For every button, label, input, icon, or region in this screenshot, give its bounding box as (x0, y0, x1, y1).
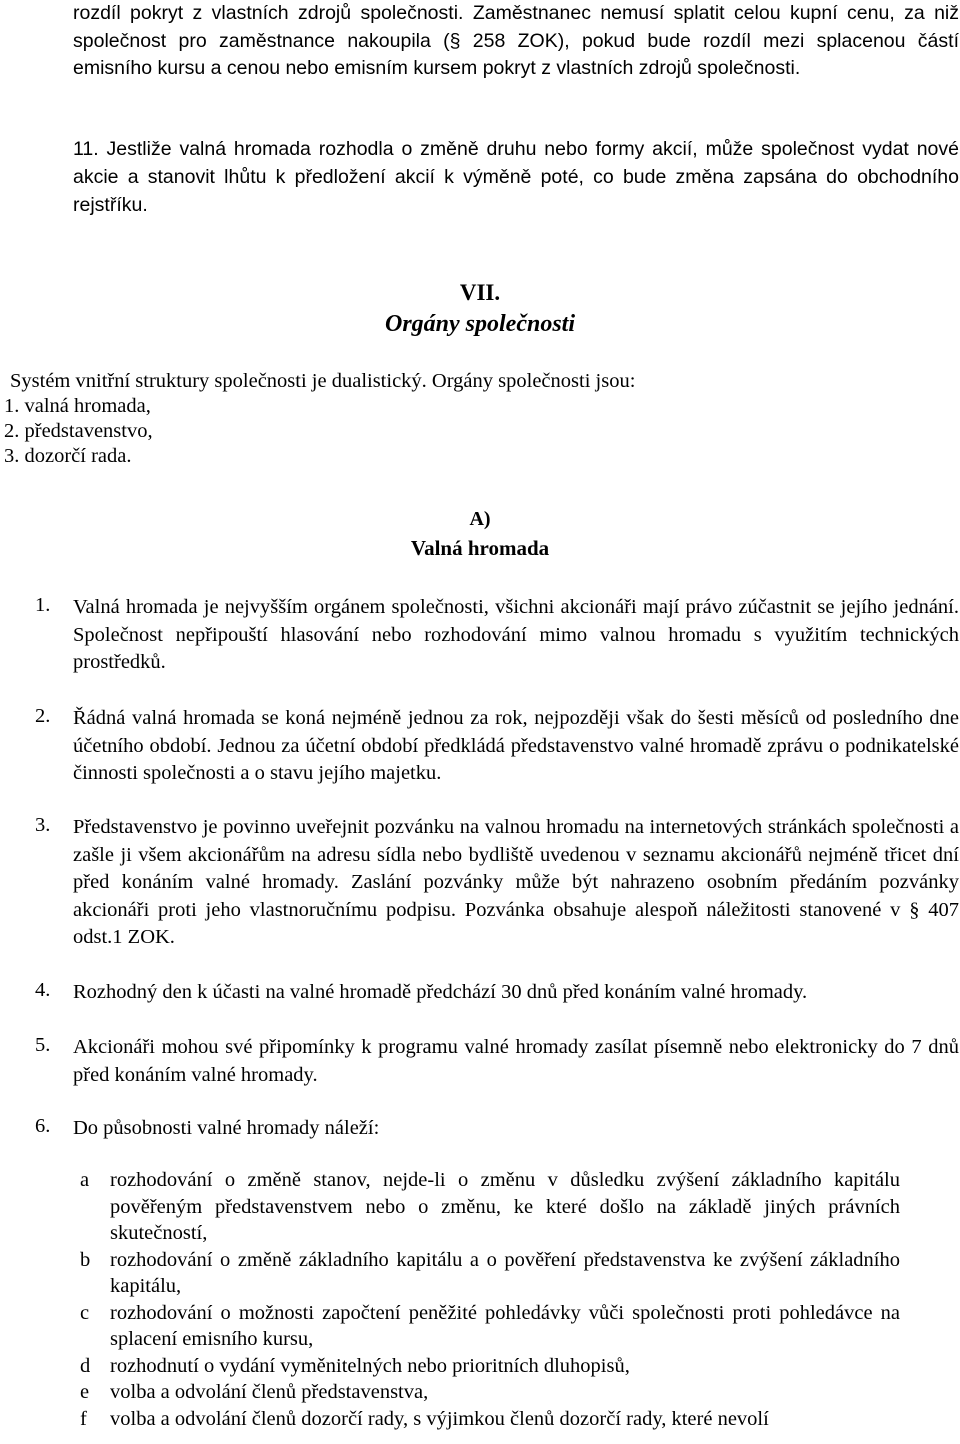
paragraph-11-text: Jestliže valná hromada rozhodla o změně druhu nebo formy akcií, může společnost vydat nové akcie a stanovit lhůtu k předložení akcií k výměně poté, co bude změna zapsána do obchodního rejstříku. (73, 138, 959, 216)
list-item (80, 1353, 900, 1380)
item-text: rozhodování o změně stanov, nejde-li o změnu v důsledku zvýšení základního kapitálu pověřeným představenstvem nebo o změnu, ke které došlo na základě jiných právních skutečností, (110, 1169, 900, 1244)
item-letter: a (80, 1169, 90, 1191)
list-item (80, 1167, 900, 1247)
competence-list (80, 1167, 900, 1432)
list-item: 1. valná hromada, (4, 395, 151, 417)
clause-number: 3. (35, 814, 51, 836)
continuation-paragraph: rozdíl pokryt z vlastních zdrojů společnosti. Zaměstnanec nemusí splatit celou kupní cenu, za niž společnost pro zaměstnance nakoupila (§ 258 ZOK), pokud bude rozdíl mezi splacenou částí emisního kursu a cenou nebo emisním kursem pokryt z vlastních zdrojů společnosti. (73, 2, 959, 79)
list-item: 2. představenstvo, (4, 420, 153, 442)
clause-4 (35, 979, 959, 1007)
paragraph-11 (73, 135, 959, 219)
list-item: 3. dozorčí rada. (4, 445, 132, 467)
item-letter: d (80, 1354, 91, 1377)
clause-text: Představenstvo je povinno uveřejnit pozvánku na valnou hromadu na internetových stránkách společnosti a zašle ji všem akcionářům na adresu sídla nebo bydliště uvedenou v seznamu akcionářů nejméně třicet dní před konáním valné hromady. Zaslání pozvánky může být nahrazeno osobním předáním pozvánky akcionáři proti jeho vlastnoručnímu podpisu. Pozvánka obsahuje alespoň náležitosti stanovené v § 407 odst.1 ZOK. (73, 816, 959, 948)
section-title: Orgány společnosti (384, 311, 575, 337)
clause-text: Valná hromada je nejvyšším orgánem společnosti, všichni akcionáři mají právo zúčastnit se jejího jednání. Společnost nepřipouští hlasování nebo rozhodování mimo valnou hromadu s využitím technických prostředků. (73, 596, 959, 673)
paragraph-11-number: 11. (73, 138, 99, 160)
item-text: rozhodnutí o vydání vyměnitelných nebo prioritních dluhopisů, (110, 1354, 630, 1377)
clause-number: 1. (35, 594, 51, 616)
clause-2 (35, 705, 959, 788)
list-item (80, 1300, 900, 1353)
item-letter: b (80, 1248, 91, 1271)
clause-number: 6. (35, 1115, 51, 1137)
clause-number: 5. (35, 1034, 51, 1056)
subsection-title: Valná hromada (410, 536, 550, 560)
clause-1 (35, 594, 959, 677)
subsection-label: A) (469, 508, 491, 530)
organs-intro: Systém vnitřní struktury společnosti je dualistický. Orgány společnosti jsou: (10, 370, 636, 392)
section-numeral: VII. (459, 280, 501, 305)
clause-3 (35, 814, 959, 952)
item-letter: e (80, 1381, 90, 1403)
clause-text: Rozhodný den k účasti na valné hromadě předchází 30 dnů před konáním valné hromady. (73, 981, 808, 1003)
list-item (80, 1406, 900, 1433)
organs-list (4, 394, 153, 469)
item-text: volba a odvolání členů představenstva, (110, 1381, 429, 1403)
clause-text: Řádná valná hromada se koná nejméně jednou za rok, nejpozději však do šesti měsíců od posledního dne účetního období. Jednou za účetní období předkládá představenstvo valné hromadě zprávu o podnikatelské činnosti společnosti a o stavu jejího majetku. (73, 707, 959, 784)
clause-number: 4. (35, 979, 51, 1001)
list-item (80, 1379, 900, 1406)
item-letter: f (80, 1407, 87, 1430)
item-text: rozhodování o možnosti započtení peněžité pohledávky vůči společnosti proti pohledávce na splacení emisního kursu, (110, 1301, 900, 1350)
item-letter: c (80, 1301, 90, 1324)
clause-5 (35, 1034, 959, 1089)
clause-6 (35, 1115, 959, 1143)
clause-number: 2. (35, 705, 51, 727)
clause-text: Do působnosti valné hromady náleží: (73, 1117, 380, 1139)
item-text: rozhodování o změně základního kapitálu a o pověření představenstva ke zvýšení základního kapitálu, (110, 1248, 900, 1297)
list-item (80, 1247, 900, 1300)
item-text: volba a odvolání členů dozorčí rady, s výjimkou členů dozorčí rady, které nevolí (110, 1407, 769, 1430)
clause-text: Akcionáři mohou své připomínky k programu valné hromady zasílat písemně nebo elektronicky do 7 dnů před konáním valné hromady. (73, 1036, 959, 1086)
